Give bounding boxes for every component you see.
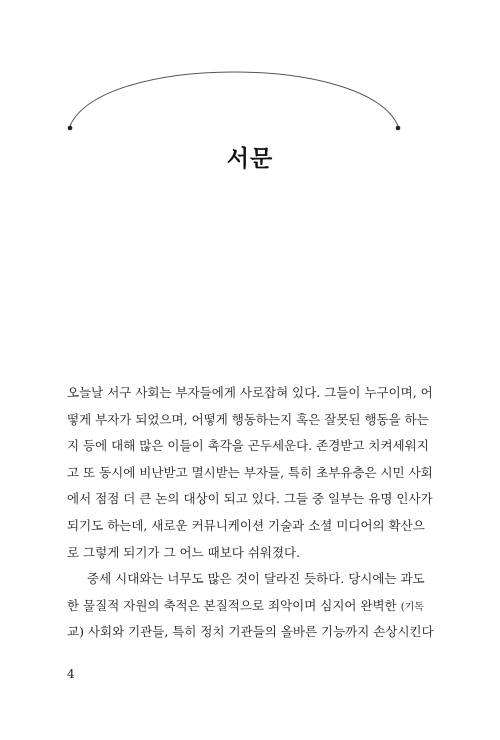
body-line-8: 중세 시대와는 너무도 많은 것이 달라진 듯하다. 당시에는 과도 — [87, 571, 425, 587]
body-line-7: 로 그렇게 되기가 그 어느 때보다 쉬워졌다. — [67, 544, 301, 560]
body-line-2: 떻게 부자가 되었으며, 어떻게 행동하는지 혹은 잘못된 행동을 하는 — [67, 411, 429, 427]
body-line-5: 에서 점점 더 큰 논의 대상이 되고 있다. 그들 중 일부는 유명 인사가 — [67, 491, 433, 507]
arc-ornament — [60, 68, 408, 136]
body-line-3: 지 등에 대해 많은 이들이 촉각을 곤두세운다. 존경받고 치켜세워지 — [67, 438, 429, 454]
arc-right-dot — [396, 126, 401, 131]
arc-line — [70, 72, 398, 126]
body-text — [67, 380, 434, 646]
body-line-6: 되기도 하는데, 새로운 커뮤니케이션 기술과 소셜 미디어의 확산으 — [67, 517, 425, 533]
body-line-9-note: (기독 — [400, 601, 424, 613]
body-line-1: 오늘날 서구 사회는 부자들에게 사로잡혀 있다. 그들이 누구이며, 어 — [67, 385, 433, 400]
chapter-title: 서문 — [226, 146, 274, 172]
arc-left-dot — [68, 126, 73, 131]
body-line-10: 교) 사회와 기관들, 특히 정치 기관들의 올바른 기능까지 손상시킨다 — [67, 624, 434, 640]
body-line-9-text: 한 물질적 자원의 축적은 본질적으로 죄악이며 심지어 완벽한 — [67, 597, 397, 613]
body-line-9 — [67, 593, 422, 620]
page-number: 4 — [67, 667, 75, 681]
body-line-4: 고 또 동시에 비난받고 멸시받는 부자들, 특히 초부유층은 시민 사회 — [67, 464, 433, 480]
